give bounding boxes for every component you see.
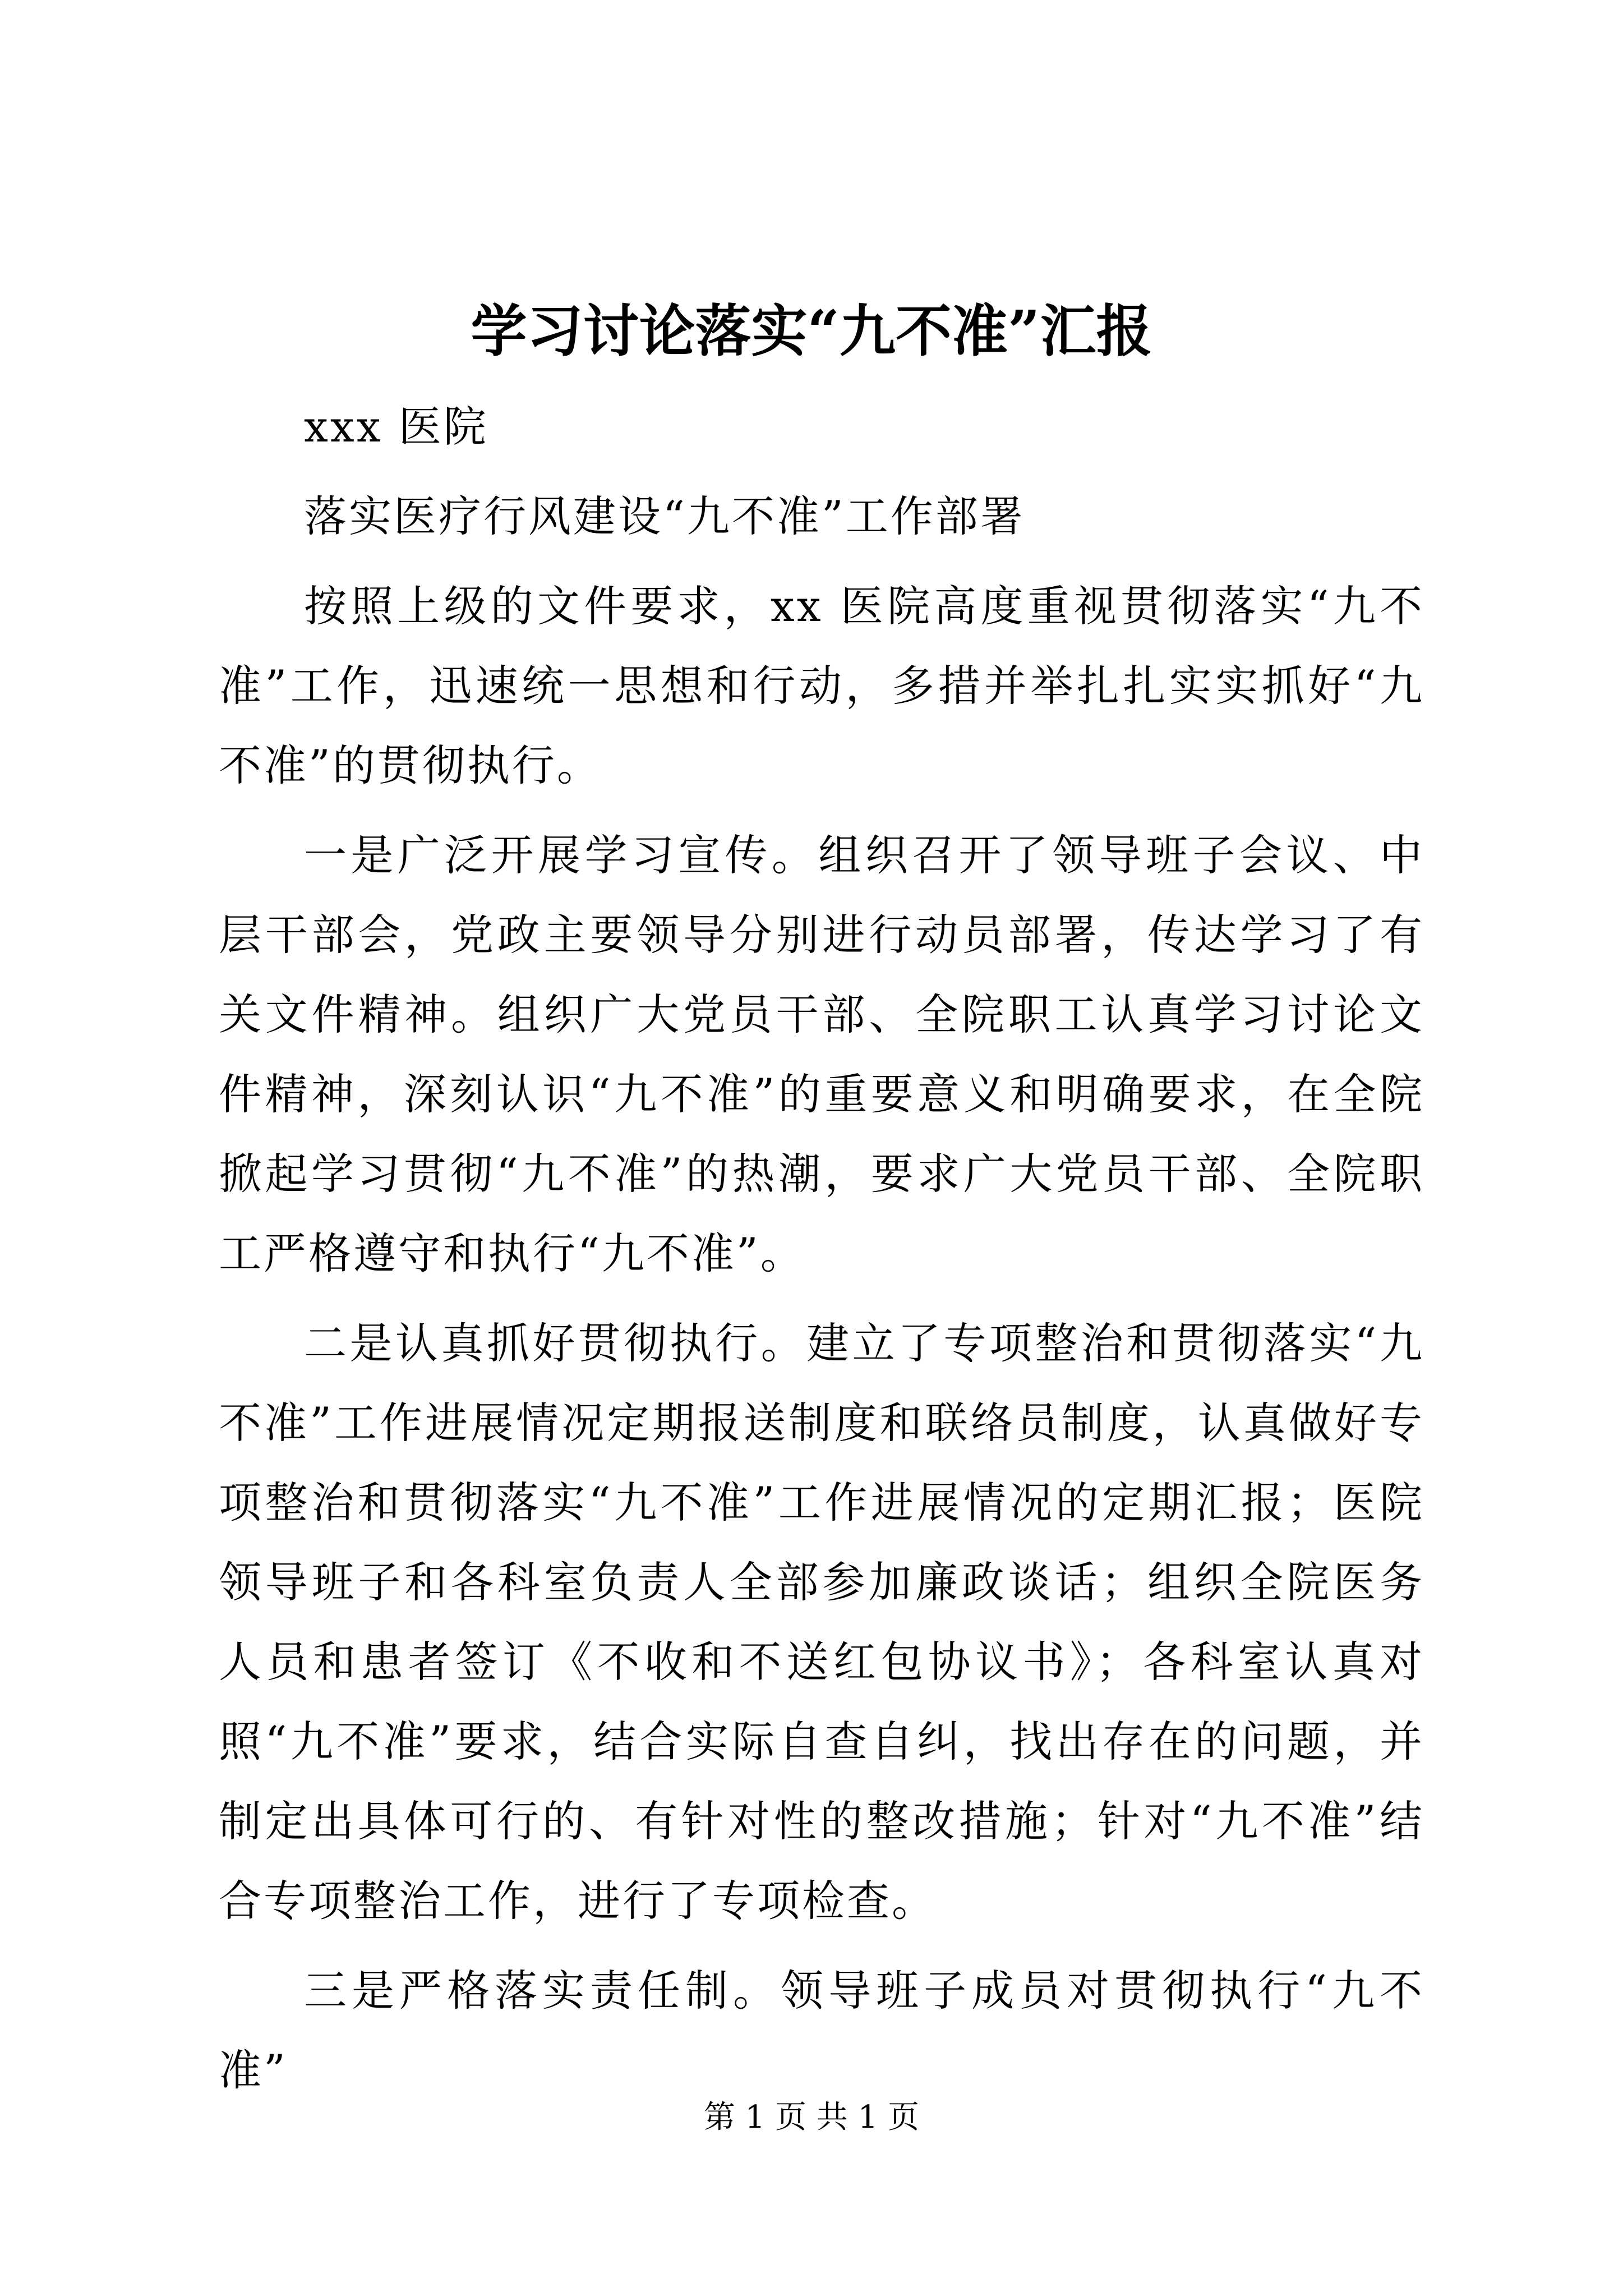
document-body (219, 387, 1424, 2120)
paragraph-implementation: 二是认真抓好贯彻执行。建立了专项整治和贯彻落实“九不准”工作进展情况定期报送制度和联络员制度，认真做好专项整治和贯彻落实“九不准”工作进展情况的定期汇报；医院领导班子和各科室负责人全部参加廉政谈话；组织全院医务人员和患者签订《不收和不送红包协议书》；各科室认真对照“九不准”要求，结合实际自查自纠，找出存在的问题，并制定出具体可行的、有针对性的整改措施；针对“九不准”结合专项整治工作，进行了专项检查。 (219, 1318, 1424, 1926)
page-footer: 第 1 页 共 1 页 (703, 2099, 920, 2136)
paragraph-study-promotion: 一是广泛开展学习宣传。组织召开了领导班子会议、中层干部会，党政主要领导分别进行动员部署，传达学习了有关文件精神。组织广大党员干部、全院职工认真学习讨论文件精神，深刻认识“九不准”的重要意义和明确要求，在全院掀起学习贯彻“九不准”的热潮，要求广大党员干部、全院职工严格遵守和执行“九不准”。 (219, 830, 1424, 1278)
hospital-name: xxx 医院 (304, 402, 488, 452)
document-title: 学习讨论落实“九不准”汇报 (471, 298, 1152, 364)
subtitle-line: 落实医疗行风建设“九不准”工作部署 (304, 491, 1025, 541)
paragraph-responsibility: 三是严格落实责任制。领导班子成员对贯彻执行“九不准” (219, 1966, 1424, 2095)
intro-paragraph: 按照上级的文件要求，xx 医院高度重视贯彻落实“九不准”工作，迅速统一思想和行动，多措并举扎扎实实抓好“九不准”的贯彻执行。 (219, 581, 1424, 790)
